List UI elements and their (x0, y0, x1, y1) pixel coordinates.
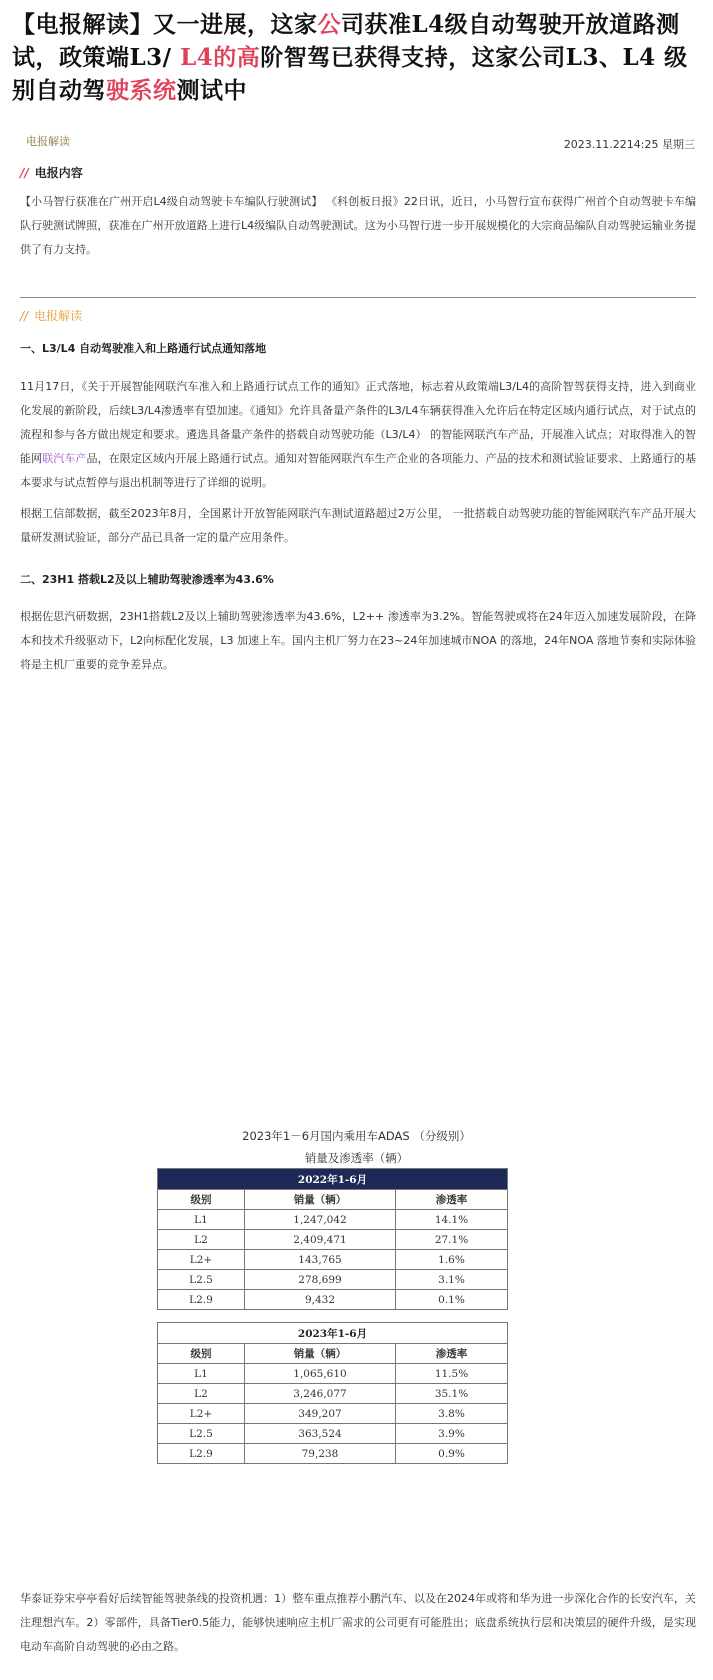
cell-sales: 1,247,042 (245, 1210, 396, 1230)
slash-icon: // (20, 166, 29, 180)
cell-level: L2 (158, 1230, 245, 1250)
section-heading-label: 电报内容 (34, 166, 83, 180)
content-paragraph: 【小马智行获准在广州开启L4级自动驾驶卡车编队行驶测试】 《科创板日报》22日讯，近日，小马智行宣布获得广州首个自动驾驶卡车编队行驶测试牌照，获准在广州开放道路上进行L4级编队自动驾驶测试。这为小马智行进一步开展规模化的大宗商品编队自动驾驶运输业务提供了有力支持。 (20, 195, 696, 256)
adas-table-2022 (157, 1168, 508, 1310)
cell-sales: 1,065,610 (245, 1364, 396, 1384)
cell-sales: 2,409,471 (245, 1230, 396, 1250)
cell-rate: 11.5% (396, 1364, 508, 1384)
cell-sales: 349,207 (245, 1404, 396, 1424)
section-heading-label: 电报解读 (34, 309, 83, 323)
paragraph-text: 品，在限定区域内开展上路通行试点。通知对智能网联汽车生产企业的各项能力、产品的技术和测试验证要求、上路通行的基本要求与试点暂停与退出机制等进行了详细的说明。 (20, 452, 697, 489)
cell-level: L2 (158, 1384, 245, 1404)
keyword-link[interactable]: 联汽车产 (42, 452, 87, 465)
table-caption-line2: 销量及渗透率（辆） (304, 1151, 409, 1165)
cell-level: L2+ (158, 1250, 245, 1270)
cell-rate: 0.9% (396, 1444, 508, 1464)
cell-rate: 0.1% (396, 1290, 508, 1310)
column-tag[interactable]: 电报解读 (26, 135, 70, 148)
cell-level: L1 (158, 1364, 245, 1384)
cell-rate: 35.1% (396, 1384, 508, 1404)
table-period-header: 2022年1-6月 (158, 1169, 508, 1190)
table-row (158, 1384, 508, 1404)
table-row (158, 1424, 508, 1444)
penetration-paragraph: 根据佐思汽研数据，23H1搭载L2及以上辅助驾驶渗透率为43.6%，L2++ 渗透率为3.2%。智能驾驶或将在24年迈入加速发展阶段，在降本和技术升级驱动下，L2向标配化发展，L3 加速上车。国内主机厂努力在23~24年加速城市NOA 的落地，24年NOA 落地节奏和实际体验将是主机厂重要的竞争差异点。 (20, 610, 696, 671)
column-header: 渗透率 (396, 1344, 508, 1364)
divider (20, 297, 696, 298)
table-row (158, 1250, 508, 1270)
table-row (158, 1230, 508, 1250)
publish-datetime: 2023.11.2214:25 星期三 (563, 138, 695, 151)
article-title (12, 8, 702, 107)
table-row (158, 1404, 508, 1424)
section-heading-content (20, 164, 83, 181)
title-highlight: L4的高 (180, 44, 261, 71)
table-caption-line1: 2023年1－6月国内乘用车ADAS （分级别） (242, 1129, 471, 1143)
column-header: 渗透率 (396, 1190, 508, 1210)
subheading-penetration: 二、23H1 搭载L2及以上辅助驾驶渗透率为43.6% (20, 573, 274, 586)
cell-rate: 3.1% (396, 1270, 508, 1290)
cell-level: L2.9 (158, 1290, 245, 1310)
cell-rate: 3.9% (396, 1424, 508, 1444)
cell-level: L1 (158, 1210, 245, 1230)
table-row (158, 1210, 508, 1230)
cell-sales: 3,246,077 (245, 1384, 396, 1404)
cell-sales: 79,238 (245, 1444, 396, 1464)
table-row (158, 1444, 508, 1464)
investment-paragraph: 华泰证券宋亭亭看好后续智能驾驶条线的投资机遇：1）整车重点推荐小鹏汽车、以及在2024年或将和华为进一步深化合作的长安汽车，关注理想汽车。2）零部件，具备Tier0.5能力，能够快速响应主机厂需求的公司更有可能胜出；底盘系统执行层和决策层的硬件升级，是实现电动车高阶自动驾驶的必由之路。 (20, 1592, 696, 1653)
title-part: 司获准L4级自动驾驶开放道路测试，政策端L3/ (12, 11, 680, 71)
table-period-header: 2023年1-6月 (158, 1323, 508, 1344)
cell-level: L2+ (158, 1404, 245, 1424)
slash-icon: // (20, 309, 29, 323)
adas-table-2023 (157, 1322, 508, 1464)
column-header: 销量（辆） (245, 1190, 396, 1210)
paragraph-text: 11月17日，《关于开展智能网联汽车准入和上路通行试点工作的通知》正式落地，标志着从政策端L3/L4的高阶智驾获得支持，进入到商业化发展的新阶段，后续L3/L4渗透率有望加速。《通知》允许具备量产条件的L3/L4车辆获得准入允许后在特定区域内通行试点，对于试点的流程和参与各方做出规定和要求。遴选具备量产条件的搭载自动驾驶功能（L3/L4） 的智能网联汽车产品，开展准入试点；对取得准入的智能网 (20, 380, 696, 465)
table-row (158, 1290, 508, 1310)
title-part: 【电报解读】又一进展，这家 (12, 11, 318, 38)
column-header: 销量（辆） (245, 1344, 396, 1364)
miit-data-paragraph: 根据工信部数据，截至2023年8月，全国累计开放智能网联汽车测试道路超过2万公里， 一批搭载自动驾驶功能的智能网联汽车产品开展大量研发测试验证，部分产品已具备一定的量产应用条件。 (20, 507, 696, 544)
cell-sales: 143,765 (245, 1250, 396, 1270)
cell-level: L2.5 (158, 1270, 245, 1290)
cell-rate: 3.8% (396, 1404, 508, 1424)
table-row (158, 1270, 508, 1290)
cell-sales: 9,432 (245, 1290, 396, 1310)
subheading-policy: 一、L3/L4 自动驾驶准入和上路通行试点通知落地 (20, 342, 267, 355)
section-heading-analysis (20, 307, 82, 324)
cell-rate: 1.6% (396, 1250, 508, 1270)
cell-rate: 27.1% (396, 1230, 508, 1250)
policy-paragraph (20, 375, 696, 495)
cell-level: L2.9 (158, 1444, 245, 1464)
cell-sales: 278,699 (245, 1270, 396, 1290)
title-part: 测试中 (176, 77, 247, 104)
cell-rate: 14.1% (396, 1210, 508, 1230)
cell-sales: 363,524 (245, 1424, 396, 1444)
title-highlight: 驶系统 (106, 77, 177, 104)
title-part: 阶智驾已获得支持，这家公司L3、L4 级别自动驾 (12, 44, 688, 104)
column-header: 级别 (158, 1344, 245, 1364)
table-row (158, 1364, 508, 1384)
title-highlight: 公 (317, 11, 341, 38)
column-header: 级别 (158, 1190, 245, 1210)
cell-level: L2.5 (158, 1424, 245, 1444)
